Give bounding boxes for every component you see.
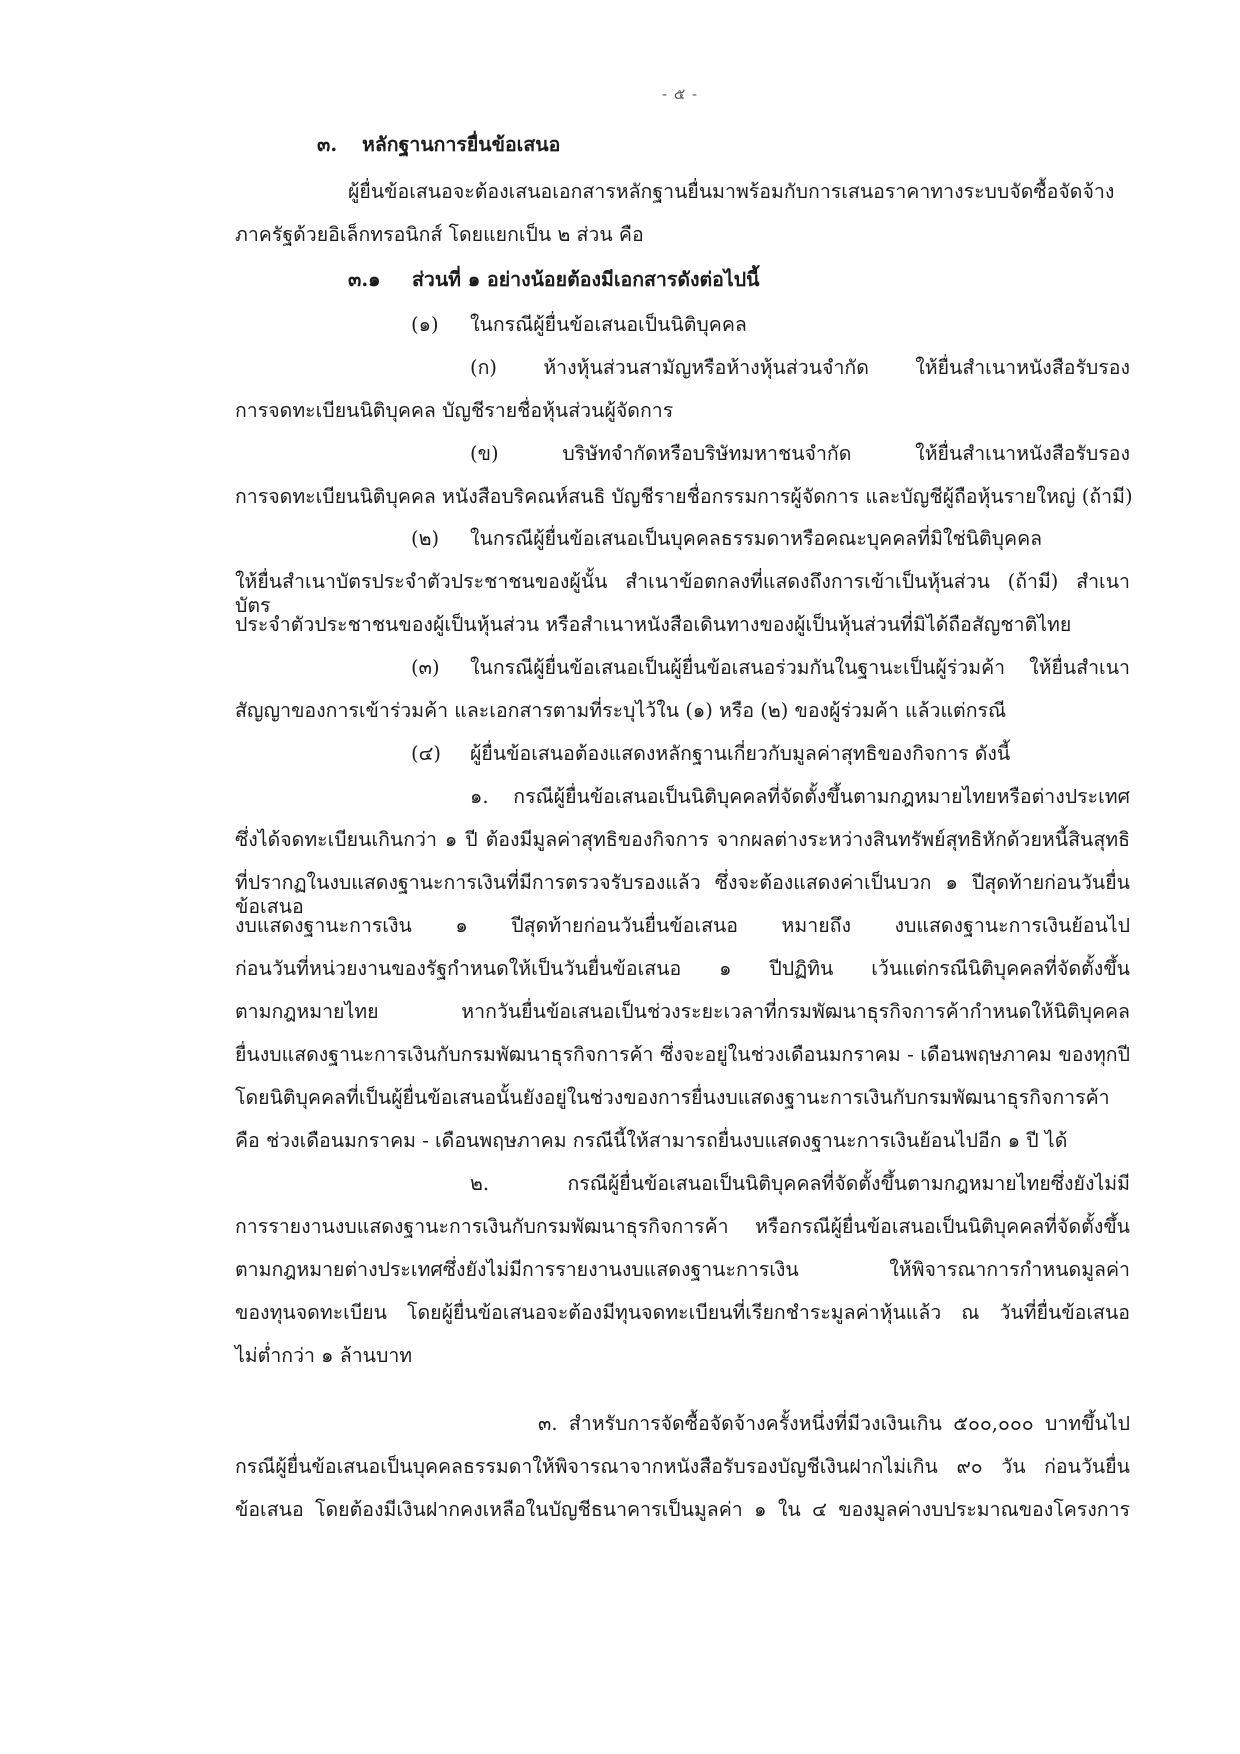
clause-1-line-3: ที่ปรากฏในงบแสดงฐานะการเงินที่มีการตรวจรับรองแล้ว ซึ่งจะต้องแสดงค่าเป็นบวก ๑ ปีสุดท้ายก่อนวันยื่นข้อเสนอ — [235, 871, 1130, 918]
clause-1-line-4: งบแสดงฐานะการเงิน ๑ ปีสุดท้ายก่อนวันยื่นข้อเสนอ หมายถึง งบแสดงฐานะการเงินย้อนไป — [235, 914, 1130, 937]
item-1-text: ในกรณีผู้ยื่นข้อเสนอเป็นนิติบุคคล — [470, 313, 747, 336]
clause-3-line-1: ๓. สำหรับการจัดซื้อจัดจ้างครั้งหนึ่งที่มีวงเงินเกิน ๕๐๐,๐๐๐ บาทขึ้นไป — [538, 1412, 1130, 1435]
item-2-line-1: ในกรณีผู้ยื่นข้อเสนอเป็นบุคคลธรรมดาหรือคณะบุคคลที่มิใช่นิติบุคคล — [470, 527, 1043, 550]
item-3-line-2: สัญญาของการเข้าร่วมค้า และเอกสารตามที่ระบุไว้ใน (๑) หรือ (๒) ของผู้ร่วมค้า แล้วแต่กรณี — [235, 699, 1007, 722]
item-1-number: (๑) — [411, 313, 439, 336]
section-3-number: ๓. — [317, 133, 338, 156]
section-3-intro-line-1: ผู้ยื่นข้อเสนอจะต้องเสนอเอกสารหลักฐานยื่นมาพร้อมกับการเสนอราคาทางระบบจัดซื้อจัดจ้าง — [348, 180, 1115, 203]
clause-2-line-4: ของทุนจดทะเบียน โดยผู้ยื่นข้อเสนอจะต้องมีทุนจดทะเบียนที่เรียกชำระมูลค่าหุ้นแล้ว ณ วันที่ยื่นข้อเสนอ — [235, 1301, 1130, 1324]
item-4-number: (๔) — [411, 742, 441, 765]
section-3-1-title: ส่วนที่ ๑ อย่างน้อยต้องมีเอกสารดังต่อไปนี้ — [412, 268, 760, 291]
page-number: - ๕ - — [661, 85, 699, 103]
item-1-sub-b-line-2: การจดทะเบียนนิติบุคคล หนังสือบริคณห์สนธิ บัญชีรายชื่อกรรมการผู้จัดการ และบัญชีผู้ถือหุ้นรายใหญ่ (ถ้ามี) — [235, 485, 1133, 508]
clause-2-line-5: ไม่ต่ำกว่า ๑ ล้านบาท — [235, 1344, 413, 1367]
item-1-sub-a-line-1: (ก) ห้างหุ้นส่วนสามัญหรือห้างหุ้นส่วนจำกัด ให้ยื่นสำเนาหนังสือรับรอง — [470, 356, 1130, 379]
section-3-title: หลักฐานการยื่นข้อเสนอ — [362, 133, 561, 156]
clause-1-line-6: ตามกฎหมายไทย หากวันยื่นข้อเสนอเป็นช่วงระยะเวลาที่กรมพัฒนาธุรกิจการค้ากำหนดให้นิติบุคคล — [235, 1000, 1130, 1023]
section-3-intro-line-2: ภาครัฐด้วยอิเล็กทรอนิกส์ โดยแยกเป็น ๒ ส่วน คือ — [235, 223, 644, 246]
clause-2-line-1: ๒. กรณีผู้ยื่นข้อเสนอเป็นนิติบุคคลที่จัดตั้งขึ้นตามกฎหมายไทยซึ่งยังไม่มี — [470, 1172, 1130, 1195]
clause-1-line-8: โดยนิติบุคคลที่เป็นผู้ยื่นข้อเสนอนั้นยังอยู่ในช่วงของการยื่นงบแสดงฐานะการเงินกับกรมพัฒนาธุรกิจการค้า — [235, 1086, 1110, 1109]
item-4-text: ผู้ยื่นข้อเสนอต้องแสดงหลักฐานเกี่ยวกับมูลค่าสุทธิของกิจการ ดังนี้ — [470, 742, 1011, 765]
clause-2-line-3: ตามกฎหมายต่างประเทศซึ่งยังไม่มีการรายงานงบแสดงฐานะการเงิน ให้พิจารณาการกำหนดมูลค่า — [235, 1258, 1130, 1281]
item-3-number: (๓) — [411, 656, 440, 679]
clause-1-line-9: คือ ช่วงเดือนมกราคม - เดือนพฤษภาคม กรณีนี้ให้สามารถยื่นงบแสดงฐานะการเงินย้อนไปอีก ๑ ปี ได้ — [235, 1129, 1068, 1152]
clause-3-line-3: ข้อเสนอ โดยต้องมีเงินฝากคงเหลือในบัญชีธนาคารเป็นมูลค่า ๑ ใน ๔ ของมูลค่างบประมาณของโครงการ — [235, 1498, 1130, 1521]
section-3-1-number: ๓.๑ — [348, 268, 381, 291]
item-2-line-2: ให้ยื่นสำเนาบัตรประจำตัวประชาชนของผู้นั้น สำเนาข้อตกลงที่แสดงถึงการเข้าเป็นหุ้นส่วน (ถ้ามี) สำเนาบัตร — [235, 570, 1130, 617]
clause-2-line-2: การรายงานงบแสดงฐานะการเงินกับกรมพัฒนาธุรกิจการค้า หรือกรณีผู้ยื่นข้อเสนอเป็นนิติบุคคลที่จัดตั้งขึ้น — [235, 1215, 1130, 1238]
clause-1-line-5: ก่อนวันที่หน่วยงานของรัฐกำหนดให้เป็นวันยื่นข้อเสนอ ๑ ปีปฏิทิน เว้นแต่กรณีนิติบุคคลที่จัดตั้งขึ้น — [235, 957, 1130, 980]
clause-1-line-7: ยื่นงบแสดงฐานะการเงินกับกรมพัฒนาธุรกิจการค้า ซึ่งจะอยู่ในช่วงเดือนมกราคม - เดือนพฤษภาคม ของทุกปี — [235, 1043, 1130, 1066]
item-2-number: (๒) — [411, 527, 440, 550]
clause-1-line-1: ๑. กรณีผู้ยื่นข้อเสนอเป็นนิติบุคคลที่จัดตั้งขึ้นตามกฎหมายไทยหรือต่างประเทศ — [470, 785, 1130, 808]
clause-1-line-2: ซึ่งได้จดทะเบียนเกินกว่า ๑ ปี ต้องมีมูลค่าสุทธิของกิจการ จากผลต่างระหว่างสินทรัพย์สุทธิหักด้วยหนี้สินสุทธิ — [235, 828, 1130, 851]
item-1-sub-a-line-2: การจดทะเบียนนิติบุคคล บัญชีรายชื่อหุ้นส่วนผู้จัดการ — [235, 399, 674, 422]
clause-3-line-2: กรณีผู้ยื่นข้อเสนอเป็นบุคคลธรรมดาให้พิจารณาจากหนังสือรับรองบัญชีเงินฝากไม่เกิน ๙๐ วัน ก่อนวันยื่น — [235, 1455, 1130, 1478]
item-1-sub-b-line-1: (ข) บริษัทจำกัดหรือบริษัทมหาชนจำกัด ให้ยื่นสำเนาหนังสือรับรอง — [470, 442, 1130, 465]
item-2-line-3: ประจำตัวประชาชนของผู้เป็นหุ้นส่วน หรือสำเนาหนังสือเดินทางของผู้เป็นหุ้นส่วนที่มิได้ถือสัญชาติไทย — [235, 613, 1072, 636]
item-3-line-1: ในกรณีผู้ยื่นข้อเสนอเป็นผู้ยื่นข้อเสนอร่วมกันในฐานะเป็นผู้ร่วมค้า ให้ยื่นสำเนา — [470, 656, 1130, 679]
